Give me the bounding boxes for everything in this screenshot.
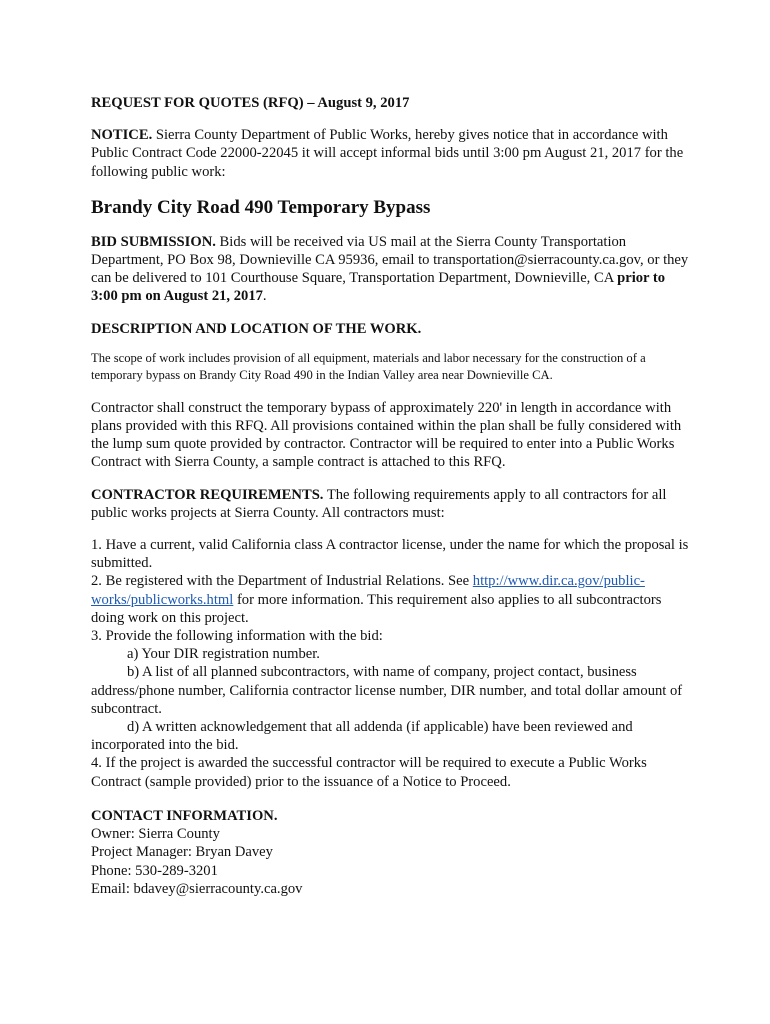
scope-paragraph: The scope of work includes provision of all equipment, materials and labor necessary for the construction of a temporary bypass on Brandy City Road 490 in the Indian Valley area near Downieville CA. [91,350,646,383]
rfq-heading: REQUEST FOR QUOTES (RFQ) – August 9, 2017 [91,95,410,111]
bid-submission-paragraph [91,233,691,306]
list-item-3a: a) Your DIR registration number. [127,646,320,663]
list-item-2-post: for more information. This requirement also applies to all subcontractors doing work on this project. [91,591,662,626]
list-item-2-pre: 2. Be registered with the Department of Industrial Relations. See [91,573,473,590]
list-item-3b-text: b) A list of all planned subcontractors, with name of company, project contact, business address/phone number, California contractor license number, DIR number, and total dollar amount of subcontract. [91,664,683,717]
bid-submission-end: . [262,288,267,305]
requirements-text: The following requirements apply to all contractors for all public works projects at Sierra County. All contractors must: [91,486,667,521]
requirements-label: CONTRACTOR REQUIREMENTS. [91,486,324,503]
bid-submission-label: BID SUBMISSION. [91,233,216,250]
contact-owner: Owner: Sierra County [91,826,220,843]
contact-section [91,807,691,898]
document-page [91,94,691,898]
list-item-3: 3. Provide the following information with the bid: [91,628,383,645]
contact-phone: Phone: 530-289-3201 [91,862,218,879]
contact-heading: CONTACT INFORMATION. [91,807,278,824]
description-heading: DESCRIPTION AND LOCATION OF THE WORK. [91,320,422,337]
list-item-2 [91,572,691,627]
requirements-list [91,536,691,791]
list-item-3d-text: d) A written acknowledgement that all addenda (if applicable) have been reviewed and incorporated into the bid. [91,719,633,754]
list-item-3b [91,663,691,718]
contact-manager: Project Manager: Bryan Davey [91,844,273,861]
notice-label: NOTICE. [91,127,153,144]
bid-submission-text: Bids will be received via US mail at the Sierra County Transportation Department, PO Box 98, Downieville CA 95936, email to transportation@sierracounty.ca.gov, or they can be delivered to 101 Courthouse Square, Transportation Department, Downieville, CA [91,233,689,287]
list-item-3d [91,718,691,754]
dir-publicworks-link[interactable]: http://www.dir.ca.gov/public-works/publicworks.html [91,573,645,608]
notice-text: Sierra County Department of Public Works, hereby gives notice that in accordance with Public Contract Code 22000-22045 it will accept informal bids until 3:00 pm August 21, 2017 for the following public work: [91,127,684,180]
contractor-paragraph: Contractor shall construct the temporary bypass of approximately 220' in length in accordance with plans provided with this RFQ. All provisions contained within the plan shall be fully considered with the lump sum quote provided by contractor. Contractor will be required to enter into a Public Works Contract with Sierra County, a sample contract is attached to this RFQ. [91,399,682,471]
list-item-1: 1. Have a current, valid California class A contractor license, under the name for which the proposal is submitted. [91,537,689,572]
list-item-4: 4. If the project is awarded the successful contractor will be required to execute a Public Works Contract (sample provided) prior to the issuance of a Notice to Proceed. [91,755,647,790]
bid-deadline: prior to 3:00 pm on August 21, 2017 [91,270,666,305]
requirements-paragraph [91,486,691,522]
notice-paragraph [91,126,691,181]
contact-email: Email: bdavey@sierracounty.ca.gov [91,880,303,897]
project-title: Brandy City Road 490 Temporary Bypass [91,196,431,218]
